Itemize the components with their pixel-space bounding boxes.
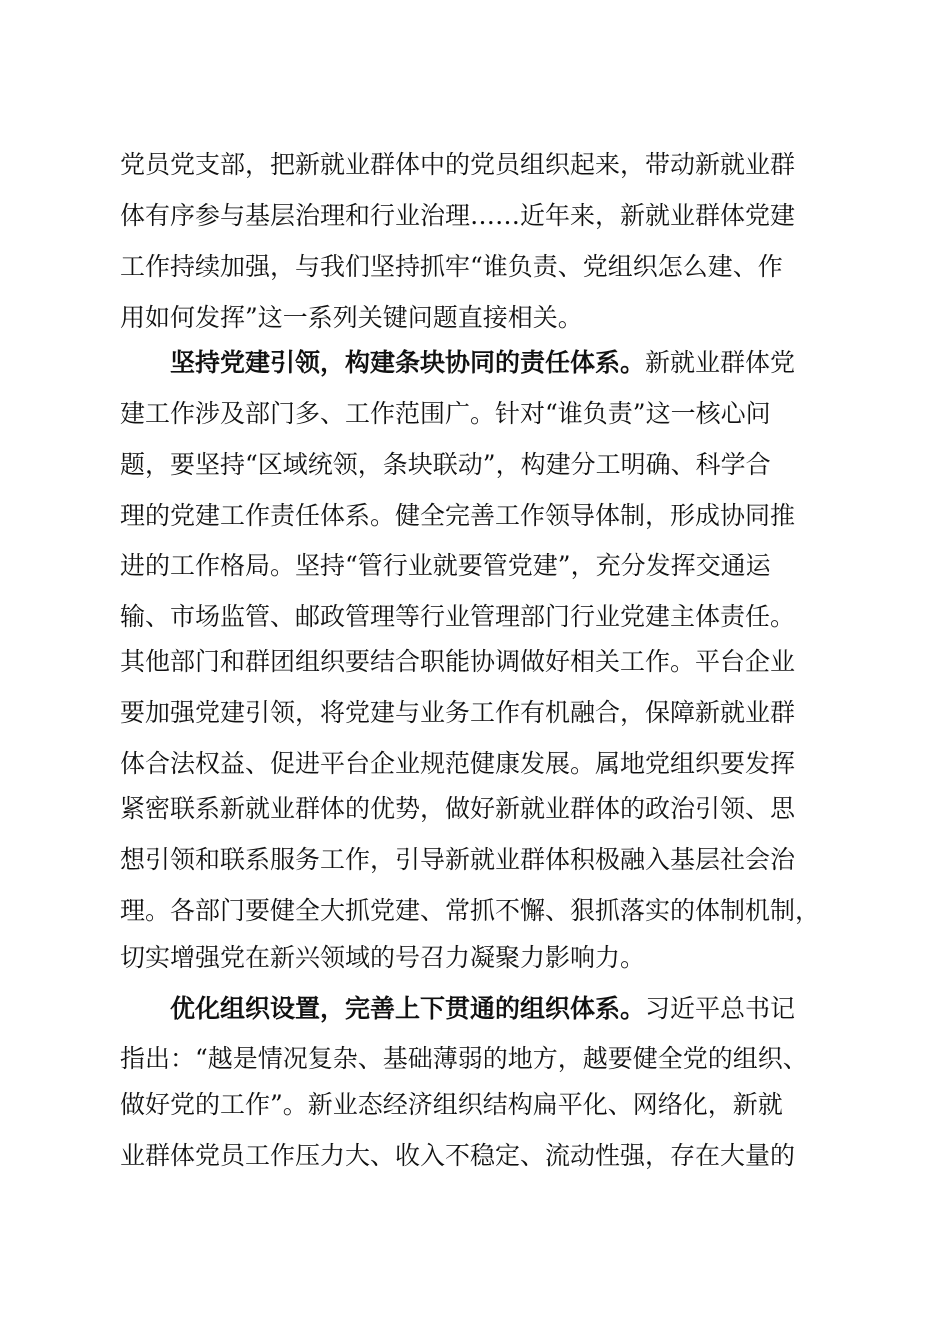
paragraph-3-line-3: 做好党的工作”。新业态经济组织结构扁平化、网络化，新就: [120, 1090, 783, 1119]
paragraph-2-line-7: 其他部门和群团组织要结合职能协调做好相关工作。平台企业: [120, 647, 796, 676]
paragraph-2-line-12: 理。各部门要健全大抓党建、常抓不懈、狠抓落实的体制机制，: [120, 896, 821, 925]
paragraph-2-line-9: 体合法权益、促进平台企业规范健康发展。属地党组织要发挥: [120, 749, 796, 778]
paragraph-1-line-4: 用如何发挥”这一系列关键问题直接相关。: [120, 303, 583, 332]
paragraph-3-heading: 优化组织设置，完善上下贯通的组织体系。: [170, 994, 646, 1023]
paragraph-2-line-2: 建工作涉及部门多、工作范围广。针对“谁负责”这一核心问: [120, 399, 771, 428]
paragraph-2-line-6: 输、市场监管、邮政管理等行业管理部门行业党建主体责任。: [120, 602, 796, 631]
paragraph-2-line-4: 理的党建工作责任体系。健全完善工作领导体制，形成协同推: [120, 501, 796, 530]
paragraph-2-line-8: 要加强党建引领，将党建与业务工作有机融合，保障新就业群: [120, 698, 796, 727]
paragraph-3-line-4: 业群体党员工作压力大、收入不稳定、流动性强，存在大量的: [120, 1141, 796, 1170]
paragraph-2-line-1: [170, 338, 795, 388]
paragraph-1-line-2: 体有序参与基层治理和行业治理……近年来，新就业群体党建: [120, 201, 796, 230]
paragraph-3-line-2: 指出：“越是情况复杂、基础薄弱的地方，越要健全党的组织、: [120, 1044, 808, 1073]
paragraph-2-line-13: 切实增强党在新兴领域的号召力凝聚力影响力。: [120, 943, 646, 972]
paragraph-1-line-1: 党员党支部，把新就业群体中的党员组织起来，带动新就业群: [120, 150, 796, 179]
paragraph-2-line-10: 紧密联系新就业群体的优势，做好新就业群体的政治引领、思: [120, 794, 796, 823]
paragraph-2-line-3: 题，要坚持“区域统领，条块联动”，构建分工明确、科学合: [120, 450, 771, 479]
paragraph-2-line-1-text: 新就业群体党: [645, 348, 796, 377]
paragraph-3-line-1-text: 习近平总书记: [645, 994, 796, 1023]
paragraph-3-line-1: [170, 984, 795, 1034]
paragraph-2-line-5: 进的工作格局。坚持“管行业就要管党建”，充分发挥交通运: [120, 551, 771, 580]
paragraph-1-line-3: 工作持续加强，与我们坚持抓牢“谁负责、党组织怎么建、作: [120, 252, 783, 281]
paragraph-2-line-11: 想引领和联系服务工作，引导新就业群体积极融入基层社会治: [120, 845, 796, 874]
paragraph-2-heading: 坚持党建引领，构建条块协同的责任体系。: [170, 348, 646, 377]
